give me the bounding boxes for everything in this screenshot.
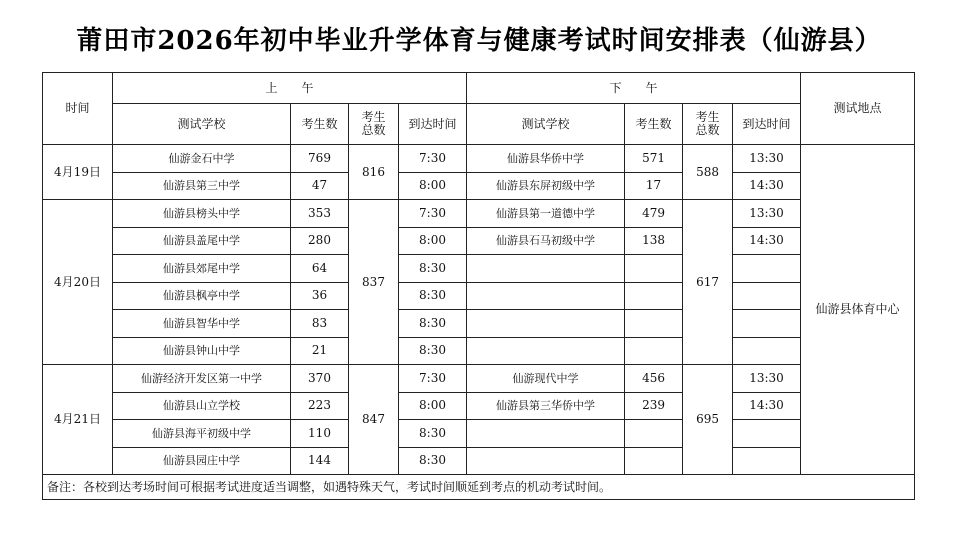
pm-count: 138 [625, 227, 683, 255]
pm-school-empty [467, 337, 625, 365]
table-row [43, 365, 915, 393]
am-school: 仙游县海平初级中学 [113, 420, 291, 448]
table-row [43, 447, 915, 475]
am-arrive: 8:30 [399, 420, 467, 448]
pm-arrive: 14:30 [733, 392, 801, 420]
pm-school: 仙游现代中学 [467, 365, 625, 393]
am-arrive: 7:30 [399, 200, 467, 228]
header-location: 测试地点 [801, 73, 915, 145]
table-row [43, 200, 915, 228]
am-count: 64 [291, 255, 349, 283]
pm-total: 695 [683, 365, 733, 475]
table-row [43, 420, 915, 448]
am-count: 110 [291, 420, 349, 448]
am-arrive: 8:30 [399, 282, 467, 310]
table-row [43, 227, 915, 255]
pm-arrive-empty [733, 337, 801, 365]
pm-school: 仙游县华侨中学 [467, 145, 625, 173]
pm-count: 239 [625, 392, 683, 420]
am-count: 769 [291, 145, 349, 173]
am-school: 仙游县第三中学 [113, 172, 291, 200]
pm-school-empty [467, 420, 625, 448]
header-am-arrive: 到达时间 [399, 104, 467, 145]
header-pm-arrive: 到达时间 [733, 104, 801, 145]
am-school: 仙游县盖尾中学 [113, 227, 291, 255]
pm-arrive: 14:30 [733, 227, 801, 255]
header-pm-school: 测试学校 [467, 104, 625, 145]
table-row [43, 392, 915, 420]
am-school: 仙游县园庄中学 [113, 447, 291, 475]
header-pm-total: 考生 总数 [683, 104, 733, 145]
am-count: 223 [291, 392, 349, 420]
am-school: 仙游县榜头中学 [113, 200, 291, 228]
pm-count-empty [625, 337, 683, 365]
pm-count: 571 [625, 145, 683, 173]
pm-school-empty [467, 447, 625, 475]
pm-arrive-empty [733, 255, 801, 283]
location-cell: 仙游县体育中心 [801, 145, 915, 475]
date-cell: 4月21日 [43, 365, 113, 475]
table-row [43, 282, 915, 310]
pm-arrive-empty [733, 420, 801, 448]
am-arrive: 8:00 [399, 227, 467, 255]
header-afternoon: 下 午 [467, 73, 801, 104]
am-arrive: 8:30 [399, 310, 467, 338]
table-row [43, 255, 915, 283]
pm-school: 仙游县石马初级中学 [467, 227, 625, 255]
note-cell: 备注：各校到达考场时间可根据考试进度适当调整，如遇特殊天气，考试时间顺延到考点的机动考试时间。 [43, 475, 915, 500]
am-school: 仙游县郊尾中学 [113, 255, 291, 283]
pm-school: 仙游县东屏初级中学 [467, 172, 625, 200]
am-count: 36 [291, 282, 349, 310]
header-row-2 [43, 104, 915, 145]
pm-school: 仙游县第一道德中学 [467, 200, 625, 228]
pm-total: 588 [683, 145, 733, 200]
pm-arrive-empty [733, 282, 801, 310]
date-cell: 4月20日 [43, 200, 113, 365]
pm-count-empty [625, 447, 683, 475]
am-school: 仙游县山立学校 [113, 392, 291, 420]
pm-arrive-empty [733, 447, 801, 475]
am-count: 144 [291, 447, 349, 475]
pm-school-empty [467, 255, 625, 283]
date-cell: 4月19日 [43, 145, 113, 200]
am-total: 816 [349, 145, 399, 200]
am-arrive: 8:30 [399, 337, 467, 365]
am-school: 仙游经济开发区第一中学 [113, 365, 291, 393]
am-school: 仙游县枫亭中学 [113, 282, 291, 310]
am-arrive: 8:30 [399, 447, 467, 475]
pm-arrive: 13:30 [733, 145, 801, 173]
header-am-total: 考生 总数 [349, 104, 399, 145]
am-count: 83 [291, 310, 349, 338]
pm-count: 479 [625, 200, 683, 228]
table-row [43, 172, 915, 200]
pm-arrive: 13:30 [733, 200, 801, 228]
table-row [43, 337, 915, 365]
pm-count-empty [625, 255, 683, 283]
pm-school-empty [467, 310, 625, 338]
am-count: 47 [291, 172, 349, 200]
pm-count-empty [625, 310, 683, 338]
note-row [43, 475, 915, 500]
am-total: 847 [349, 365, 399, 475]
pm-count: 456 [625, 365, 683, 393]
am-arrive: 7:30 [399, 145, 467, 173]
am-arrive: 8:00 [399, 392, 467, 420]
pm-school-empty [467, 282, 625, 310]
am-arrive: 8:30 [399, 255, 467, 283]
schedule-table [42, 72, 915, 500]
pm-total: 617 [683, 200, 733, 365]
am-count: 21 [291, 337, 349, 365]
am-count: 370 [291, 365, 349, 393]
pm-count-empty [625, 420, 683, 448]
pm-arrive: 14:30 [733, 172, 801, 200]
am-school: 仙游县钟山中学 [113, 337, 291, 365]
am-school: 仙游金石中学 [113, 145, 291, 173]
am-arrive: 7:30 [399, 365, 467, 393]
am-count: 353 [291, 200, 349, 228]
header-morning: 上 午 [113, 73, 467, 104]
pm-count: 17 [625, 172, 683, 200]
am-arrive: 8:00 [399, 172, 467, 200]
pm-arrive: 13:30 [733, 365, 801, 393]
pm-count-empty [625, 282, 683, 310]
am-total: 837 [349, 200, 399, 365]
header-am-count: 考生数 [291, 104, 349, 145]
header-pm-count: 考生数 [625, 104, 683, 145]
table-row [43, 310, 915, 338]
header-time: 时间 [43, 73, 113, 145]
am-school: 仙游县智华中学 [113, 310, 291, 338]
page-title: 莆田市2026年初中毕业升学体育与健康考试时间安排表（仙游县） [76, 26, 882, 56]
pm-school: 仙游县第三华侨中学 [467, 392, 625, 420]
pm-arrive-empty [733, 310, 801, 338]
header-am-school: 测试学校 [113, 104, 291, 145]
header-row-1 [43, 73, 915, 104]
am-count: 280 [291, 227, 349, 255]
table-row [43, 145, 915, 173]
